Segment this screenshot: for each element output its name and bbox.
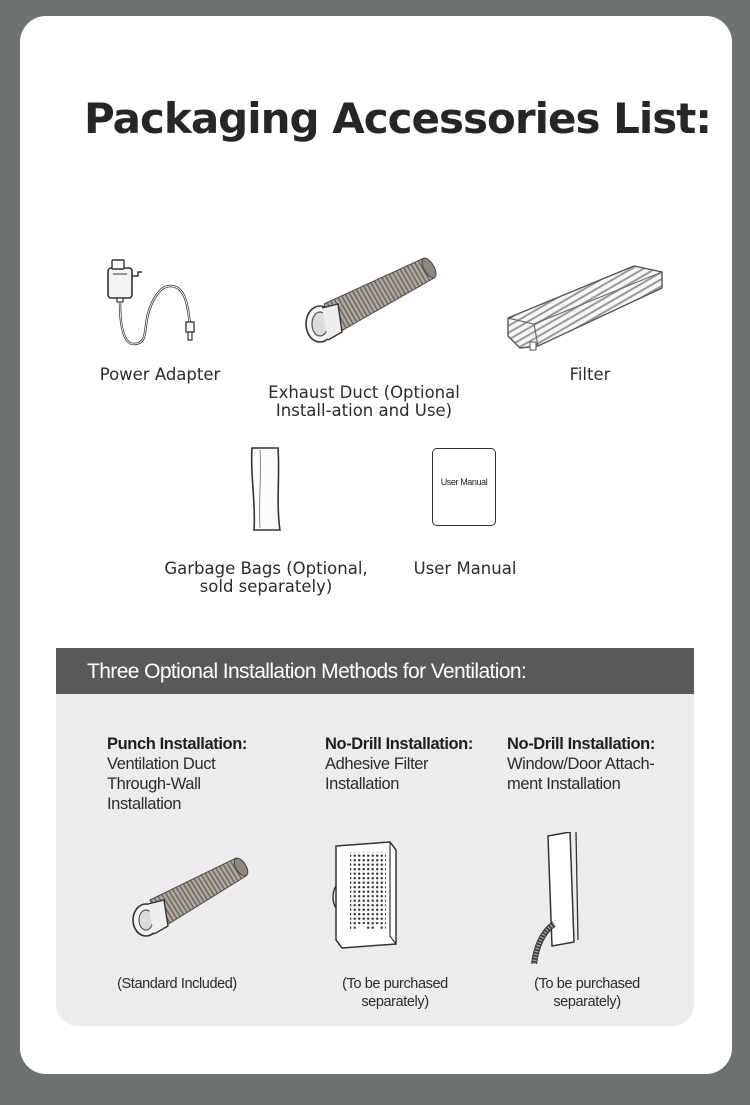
window-attachment-icon xyxy=(526,832,596,964)
accessory-garbage-bags xyxy=(150,440,382,600)
method-name: No-Drill Installation: xyxy=(507,735,655,753)
accessory-exhaust-duct xyxy=(258,254,470,420)
method-name: No-Drill Installation: xyxy=(325,735,473,753)
panel-header xyxy=(56,648,694,694)
method-name: Punch Installation: xyxy=(107,735,247,753)
accessory-label: Garbage Bags (Optional, sold separately) xyxy=(164,559,368,596)
accessory-label: User Manual xyxy=(413,559,517,578)
content-card xyxy=(20,16,732,1074)
manual-cover-text: User Manual xyxy=(440,477,488,487)
adhesive-filter-icon xyxy=(330,840,410,952)
accessory-power-adapter xyxy=(90,254,230,394)
power-adapter-icon xyxy=(104,258,214,350)
method-description: Ventilation Duct Through-Wall Installation xyxy=(107,755,216,813)
exhaust-duct-icon xyxy=(126,854,250,940)
accessory-label: Exhaust Duct (Optional Install-ation and Use) xyxy=(268,383,460,420)
exhaust-duct-icon xyxy=(298,254,438,346)
method-note: (To be purchased separately) xyxy=(342,976,448,1010)
page-title: Packaging Accessories List: xyxy=(84,94,712,143)
method-description: Window/Door Attach-ment Installation xyxy=(507,755,655,793)
method-punch xyxy=(107,734,277,814)
installation-panel xyxy=(56,648,694,1026)
user-manual-icon xyxy=(432,448,496,526)
accessory-filter xyxy=(490,254,690,404)
accessory-label: Power Adapter xyxy=(99,365,221,384)
method-note: (To be purchased separately) xyxy=(534,976,640,1010)
accessory-user-manual xyxy=(400,440,530,590)
method-note: (Standard Included) xyxy=(117,976,237,992)
method-adhesive-filter xyxy=(325,734,505,794)
method-window-door xyxy=(507,734,687,794)
filter-icon xyxy=(504,258,664,358)
garbage-bags-icon xyxy=(246,444,286,534)
method-description: Adhesive Filter Installation xyxy=(325,755,429,793)
accessory-label: Filter xyxy=(569,365,611,384)
panel-title: Three Optional Installation Methods for Ventilation: xyxy=(87,660,527,683)
